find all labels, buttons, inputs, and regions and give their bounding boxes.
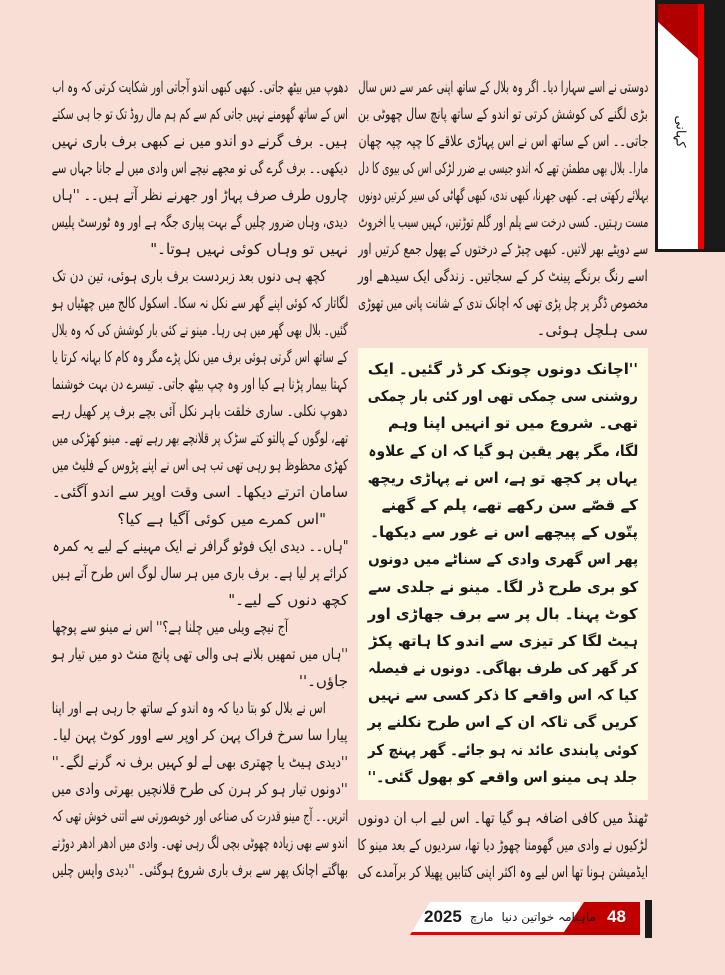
text-line: کھڑی محظوظ ہو رہی تھی تب ہی اس نے اپنے پڑوس کے فلیٹ میں — [52, 456, 348, 474]
text-line-row — [368, 737, 638, 764]
text-line: دوستی نے اسے سہارا دیا۔ اگر وہ بلال کے ساتھ اپنی عمر سے دس سال — [358, 78, 648, 96]
text-line: اندو سے بھی زیادہ چھوٹی بچی لگ رہی تھی۔ وادی میں ادھر ادھر دوڑتے — [52, 834, 348, 852]
text-line: اسے رنگ برنگے پینٹ کر کے سجاتیں۔ زندگی ایک سیدھے اور — [358, 267, 648, 285]
text-line-row — [358, 182, 648, 209]
text-line-row — [52, 452, 348, 479]
text-line-row — [368, 465, 638, 492]
text-line: کہتا بیمار پڑنا ہے کیا اور وہ چپ بیٹھ جاتی۔ تیسرے دن بہت خوشنما — [52, 375, 348, 393]
text-line-row — [52, 506, 348, 533]
text-line-row — [52, 722, 348, 749]
text-line-row — [358, 290, 648, 317]
text-line: مارا۔ بلال بھی مطمئن تھے کہ اندو جیسی بے ضرر لڑکی اس کی بیوی کا دل — [358, 159, 648, 177]
text-line-row — [368, 574, 638, 601]
text-line: ہیٹ لگا کر تیزی سے اندو کا ہاتھ پکڑ — [368, 631, 638, 650]
text-line: تھی۔ شروع میں تو انہیں اپنا وہم — [387, 414, 638, 433]
text-line-row — [52, 560, 348, 587]
text-line: جاتی۔۔ اس کے ساتھ اس نے اس پہاڑی علاقے کا چپہ چپہ چھان — [358, 132, 648, 150]
text-line: کے ساتھ اس گرتی ہوئی برف میں نکل پڑے مگر وہ کام کا بہانہ کرتا یا — [52, 348, 348, 366]
text-line: پتّوں کے پیچھے اس نے غور سے دیکھا۔ — [370, 523, 638, 542]
text-line-row — [52, 695, 348, 722]
text-line-row — [52, 668, 348, 695]
text-line: اس کے ساتھ گھومنے نہیں جاتی کم سے کم ہم مال روڈ تک تو جا ہی سکتے — [52, 105, 348, 123]
text-line-row — [358, 128, 648, 155]
text-line-row — [52, 317, 348, 344]
text-line-row — [358, 101, 648, 128]
text-line: بھاگتے اچانک پھر سے برف باری شروع ہوگئی۔ ''دیدی واپس چلیں — [52, 861, 348, 879]
text-line: "اس کمرے میں کوئی آگیا ہے کیا؟ — [117, 510, 326, 528]
magazine-name: ماہنامہ خواتین دنیا — [501, 910, 596, 924]
section-tab-accent — [658, 4, 704, 64]
text-line-row — [368, 601, 638, 628]
text-line: اتریں۔۔ آج مینو قدرت کی صناعی اور خوبصورتی سے اتنی خوش تھی کہ — [52, 807, 348, 825]
page-footer — [410, 902, 640, 936]
text-line: یہاں پر کچھ تو ہے، اس نے پہاڑی ریچھ — [368, 468, 638, 487]
footer-text — [424, 907, 596, 927]
text-line-row — [52, 371, 348, 398]
text-line-row — [368, 628, 638, 655]
text-line-row — [368, 410, 638, 437]
text-line: کچھ ہی دنوں بعد زبردست برف باری ہوئی، تین دن تک — [52, 267, 326, 285]
text-line: کچھ دنوں کے لیے۔" — [228, 591, 348, 609]
text-line: ''اچانک دونوں چونک کر ڈر گئیں۔ ایک — [368, 360, 638, 378]
text-line: کیا کہ اس واقعے کا ذکر کسی سے نہیں — [368, 686, 638, 705]
text-line-row — [358, 236, 648, 263]
text-line: تھے، لوگوں کے پالتو کتے سڑک پر قلانچے بھر رہے تھے۔ مینو کھڑکی میں — [52, 429, 348, 447]
text-line: مخصوص ڈگر پر چل پڑی تھی کہ اچانک ندی کے شانت پانی میں تھوڑی — [358, 294, 648, 312]
text-line-row — [52, 479, 348, 506]
text-line: دیدی، وہاں ضرور چلیں گے بہت پیاری جگہ ہے اور وہ ٹورسٹ پلیس — [52, 213, 348, 231]
text-line: مست رہتیں۔ کسی درخت سے پلم اور گلم توڑتیں، کہیں سیب یا اخروٹ — [358, 213, 648, 231]
text-line: چاروں طرف صرف پہاڑ اور جھرنے نظر آتے ہیں۔۔ ''ہاں — [52, 186, 348, 204]
text-line-row — [368, 682, 638, 709]
right-column-bottom — [358, 805, 648, 886]
text-line-row — [358, 74, 648, 101]
text-line-row — [368, 546, 638, 573]
text-line: ''دیدی ہیٹ یا چھتری بھی لے لو کہیں برف نہ گرنے لگے۔'' — [52, 753, 348, 771]
text-line: اس نے بلال کو بتا دیا کہ وہ اندو کے ساتھ جا رہی ہے اور اپنا — [52, 699, 326, 717]
text-line: سامان اترتے دیکھا۔ اسی وقت اوپر سے اندو آگئی۔ — [52, 483, 348, 501]
text-line: بہلائے رکھتی ہے۔ کبھی جھرنا، کبھی ندی، کبھی گھاٹی کی سیر کرتیں دونوں — [358, 186, 648, 204]
text-line-row — [358, 209, 648, 236]
text-line: ایڈمیشن ہونا تھا اس لیے وہ اکثر اپنی کتابیں پھیلا کر برآمدے کی — [358, 863, 648, 881]
text-line-row — [52, 344, 348, 371]
text-line: آج نیچے ویلی میں چلنا ہے؟'' اس نے مینو سے پوچھا — [52, 618, 288, 636]
text-line: پھر اس گھری وادی کے سناٹے میں دونوں — [368, 550, 638, 569]
text-line-row — [52, 803, 348, 830]
text-line-row — [358, 317, 648, 344]
footer-bar — [645, 900, 652, 938]
text-line-row — [52, 398, 348, 425]
text-line: کریں گی تاکہ ان کے اس طرح نکلنے پر — [368, 713, 638, 732]
text-line-row — [52, 614, 348, 641]
text-line-row — [52, 749, 348, 776]
text-line-row — [368, 383, 638, 410]
text-line-row — [368, 519, 638, 546]
text-line: ہیں۔ برف گرنے دو اندو میں نے کبھی برف باری نہیں — [52, 132, 348, 150]
text-line-row — [358, 263, 648, 290]
text-line: سی ہلچل ہوئی۔ — [536, 321, 648, 339]
section-tab — [658, 4, 704, 249]
text-line: پیارا سا سرخ فراک پہن کر اوپر سے اوور کوٹ پہن لیا۔ — [52, 726, 348, 744]
text-line: دھوپ نکلی۔ ساری خلقت باہر نکل آئی بچے برف پر کھیل رہے — [52, 402, 348, 420]
text-line-row — [52, 533, 348, 560]
text-line-row — [368, 655, 638, 682]
text-line: جاؤں۔'' — [298, 672, 348, 690]
text-line: کر گھر کی طرف بھاگی۔ دونوں نے فیصلہ — [368, 659, 638, 678]
text-line-row — [52, 425, 348, 452]
text-line-row — [368, 356, 638, 383]
text-line: ''ہاں میں تمھیں بلانے ہی والی تھی پانچ منٹ دو میں تیار ہو — [52, 645, 348, 663]
text-line: کوٹ پہنا۔ بال پر سے برف جھاڑی اور — [368, 604, 638, 623]
text-line: جلد ہی مینو اس واقعے کو بھول گئی۔'' — [368, 767, 638, 786]
text-line-row — [368, 764, 638, 791]
text-line-row — [52, 641, 348, 668]
text-line: بڑی لگنے کی کوشش کرتی تو اندو کے ساتھ پانچ سال چھوٹی بن — [358, 105, 648, 123]
text-line: لڑکیوں نے وادی میں گھومنا چھوڑ دیا تھا، سردیوں کے بعد مینو کا — [358, 836, 648, 854]
text-line: نہیں تو وہاں کوئی نہیں ہوتا۔" — [150, 240, 348, 258]
text-line-row — [358, 155, 648, 182]
text-line-row — [358, 832, 648, 859]
text-line: "ہاں۔۔ دیدی ایک فوٹو گرافر نے ایک مہینے کے لیے یہ کمرہ — [52, 537, 348, 555]
text-line: سے دوپٹے بھر لاتیں۔ کبھی چیڑ کے درختوں کے پھول جمع کرتیں اور — [358, 240, 648, 258]
text-line: کرائے پر لیا ہے۔ برف باری میں ہر سال لوگ اس طرح آتے ہیں — [52, 564, 348, 582]
text-line-row — [358, 805, 648, 832]
text-line-row — [358, 859, 648, 886]
issue-year: 2025 — [424, 907, 462, 926]
pull-quote — [358, 348, 648, 800]
text-line-row — [52, 776, 348, 803]
text-line-row — [368, 438, 638, 465]
text-line: گئیں۔ بلال بھی گھر میں ہی رہا۔ مینو نے کئی بار کوشش کی کہ وہ بلال — [52, 321, 348, 339]
text-line: لگاتار کہ کوئی اپنے گھر سے نکل نہ سکا۔ اسکول کالج میں چھٹیاں ہو — [52, 294, 348, 312]
text-line: ''دونوں تیار ہو کر ہرن کی طرح قلانچیں بھرتی وادی میں — [52, 780, 348, 798]
text-line: کوئی پابندی عائد نہ ہو جائے۔ گھر پہنچ کر — [368, 740, 638, 759]
section-label: کہانی — [672, 115, 688, 148]
text-line: کے قصّے سن رکھے تھے، پلم کے گھنے — [381, 495, 638, 514]
right-column-top — [358, 74, 648, 344]
text-line-row — [52, 587, 348, 614]
text-line: روشنی سی چمکی تھی اور کئی بار چمکی — [368, 387, 638, 406]
text-line: کو بری طرح ڈر لگا۔ مینو نے جلدی سے — [368, 577, 638, 596]
text-line: لگا، مگر پھر یقین ہو گیا کہ ان کے علاوہ — [368, 441, 638, 460]
text-line: دھوپ میں بیٹھ جاتی۔ کبھی کبھی اندو آجاتی اور شکایت کرتی کہ وہ اب — [52, 78, 348, 96]
text-line: ٹھنڈ میں کافی اضافہ ہو گیا تھا۔ اس لیے اب ان دونوں — [358, 809, 648, 827]
page-number: 48 — [607, 907, 626, 926]
issue-month: مارچ — [469, 910, 494, 924]
text-line-row — [368, 492, 638, 519]
text-line: دیکھی۔۔ برف گرے گی تو مجھے نیچے اس وادی میں لے جانا جہاں سے — [52, 159, 348, 177]
text-line-row — [368, 709, 638, 736]
